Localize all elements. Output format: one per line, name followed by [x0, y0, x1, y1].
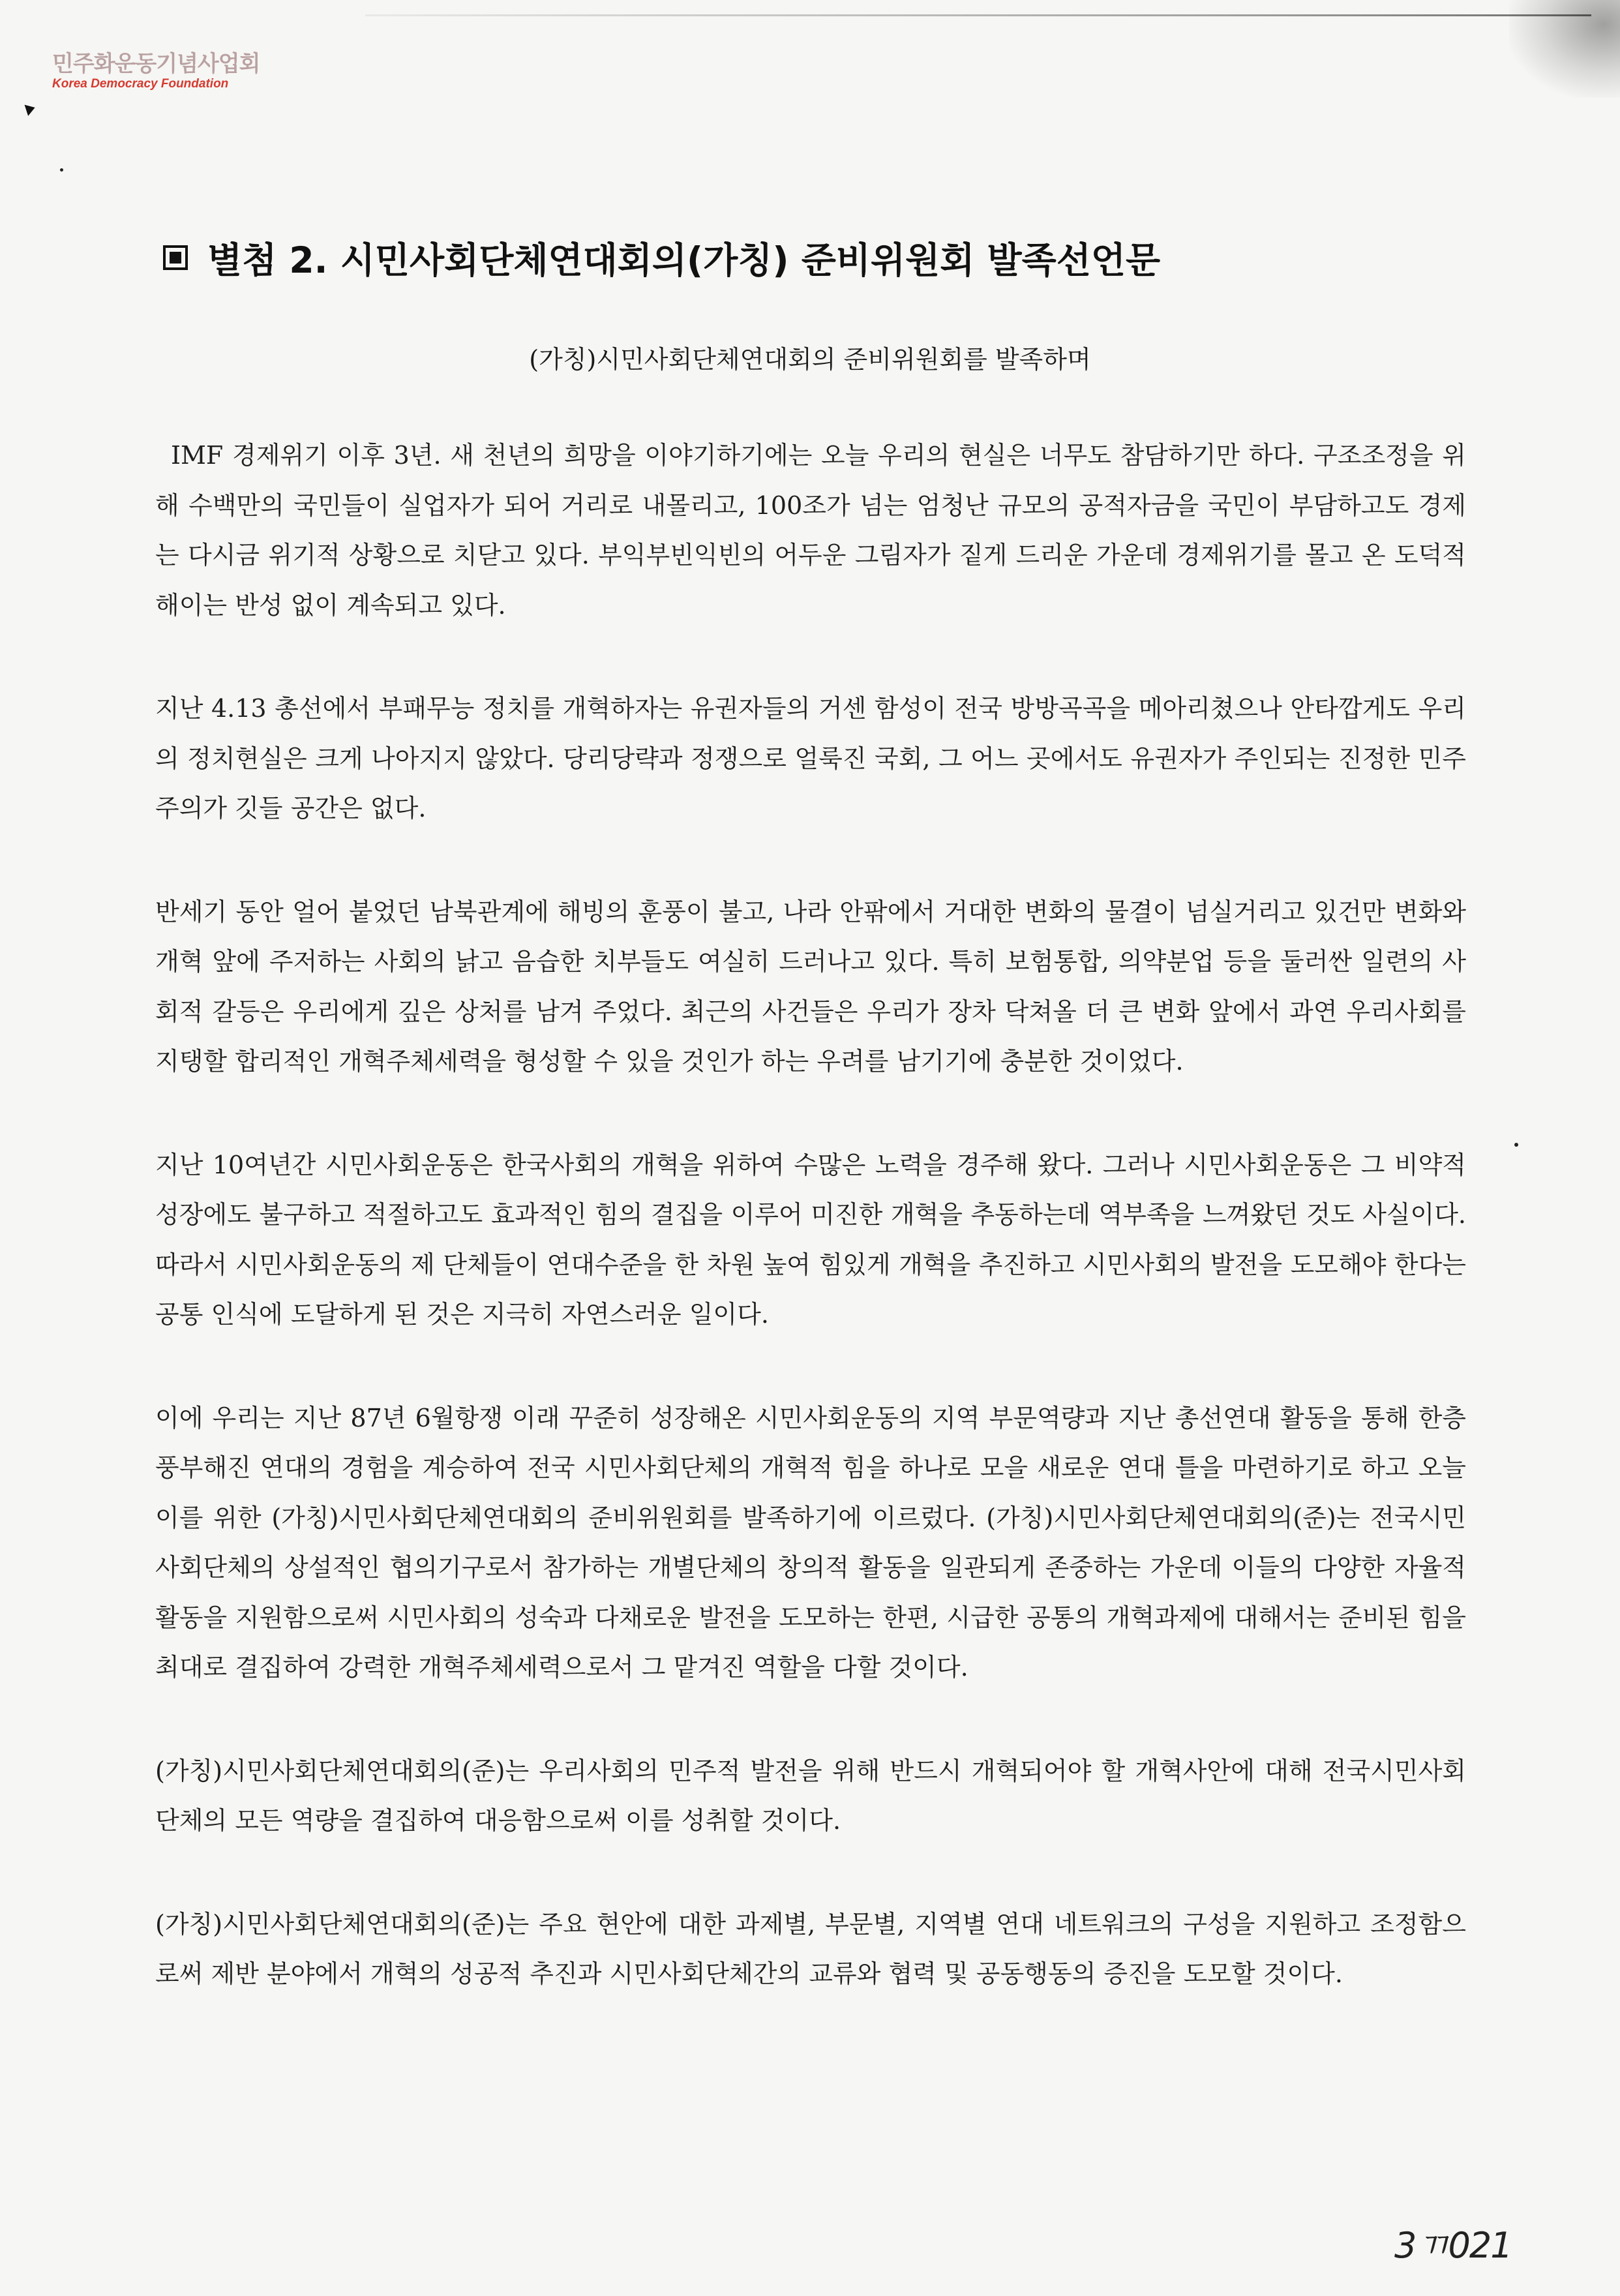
document-title-text: 별첨 2. 시민사회단체연대회의(가칭) 준비위원회 발족선언문	[207, 239, 1161, 281]
paragraph: (가칭)시민사회단체연대회의(준)는 주요 현안에 대한 과제별, 부문별, 지역별 연대 네트워크의 구성을 지원하고 조정함으로써 제반 분야에서 개혁의 성공적 추진과 시민사회단체간의 교류와 협력 및 공동행동의 증진을 도모할 것이다.	[155, 1909, 1466, 1988]
logo-korean-text: 민주화운동기념사업회	[52, 51, 260, 77]
document-title	[163, 232, 1160, 283]
logo-english-text: Korea Democracy Foundation	[52, 77, 229, 91]
scan-dot	[1514, 1143, 1518, 1147]
document-body	[155, 430, 1466, 2053]
paragraph: 지난 4.13 총선에서 부패무능 정치를 개혁하자는 유권자들의 거센 함성이 전국 방방곡곡을 메아리쳤으나 안타깝게도 우리의 정치현실은 크게 나아지지 않았다. 당리당략과 정쟁으로 얼룩진 국회, 그 어느 곳에서도 유권자가 주인되는 진정한 민주주의가 깃들 공간은 없다.	[155, 694, 1466, 823]
scan-dot	[60, 168, 63, 172]
square-bullet-icon	[163, 245, 188, 270]
arrow-mark-icon	[25, 102, 37, 115]
paragraph: 이에 우리는 지난 87년 6월항쟁 이래 꾸준히 성장해온 시민사회운동의 지역 부문역량과 지난 총선연대 활동을 통해 한층 풍부해진 연대의 경험을 계승하여 전국 시민사회단체의 개혁적 힘을 하나로 모을 새로운 연대 틀을 마련하기로 하고 오늘 이를 위한 (가칭)시민사회단체연대회의 준비위원회를 발족하기에 이르렀다. (가칭)시민사회단체연대회의(준)는 전국시민사회단체의 상설적인 협의기구로서 참가하는 개별단체의 창의적 활동을 일관되게 존중하는 가운데 이들의 다양한 자율적 활동을 지원함으로써 시민사회의 성숙과 다채로운 발전을 도모하는 한편, 시급한 공통의 개혁과제에 대해서는 준비된 힘을 최대로 결집하여 강력한 개혁주체세력으로서 그 맡겨진 역할을 다할 것이다.	[155, 1403, 1466, 1682]
document-subtitle: (가칭)시민사회단체연대회의 준비위원회를 발족하며	[529, 345, 1091, 374]
paragraph: IMF 경제위기 이후 3년. 새 천년의 희망을 이야기하기에는 오늘 우리의 현실은 너무도 참담하기만 하다. 구조조정을 위해 수백만의 국민들이 실업자가 되어 거리로 내몰리고, 100조가 넘는 엄청난 규모의 공적자금을 국민이 부담하고도 경제는 다시금 위기적 상황으로 치닫고 있다. 부익부빈익빈의 어두운 그림자가 짙게 드리운 가운데 경제위기를 몰고 온 도덕적 해이는 반성 없이 계속되고 있다.	[155, 441, 1466, 620]
scan-smudge	[1509, 0, 1620, 98]
handwritten-page-number: 3ㄲ021	[1394, 2225, 1512, 2266]
scan-edge-line	[365, 14, 1591, 16]
paragraph: 지난 10여년간 시민사회운동은 한국사회의 개혁을 위하여 수많은 노력을 경주해 왔다. 그러나 시민사회운동은 그 비약적 성장에도 불구하고 적절하고도 효과적인 힘의 결집을 이루어 미진한 개혁을 추동하는데 역부족을 느껴왔던 것도 사실이다. 따라서 시민사회운동의 제 단체들이 연대수준을 한 차원 높여 힘있게 개혁을 추진하고 시민사회의 발전을 도모해야 한다는 공통 인식에 도달하게 된 것은 지극히 자연스러운 일이다.	[155, 1150, 1466, 1329]
paragraph: 반세기 동안 얼어 붙었던 남북관계에 해빙의 훈풍이 불고, 나라 안팎에서 거대한 변화의 물결이 넘실거리고 있건만 변화와 개혁 앞에 주저하는 사회의 낡고 음습한 치부들도 여실히 드러나고 있다. 특히 보험통합, 의약분업 등을 둘러싼 일련의 사회적 갈등은 우리에게 깊은 상처를 남겨 주었다. 최근의 사건들은 우리가 장차 닥쳐올 더 큰 변화 앞에서 과연 우리사회를 지탱할 합리적인 개혁주체세력을 형성할 수 있을 것인가 하는 우려를 남기기에 충분한 것이었다.	[155, 897, 1466, 1076]
paragraph: (가칭)시민사회단체연대회의(준)는 우리사회의 민주적 발전을 위해 반드시 개혁되어야 할 개혁사안에 대해 전국시민사회단체의 모든 역량을 결집하여 대응함으로써 이를 성취할 것이다.	[155, 1756, 1466, 1835]
foundation-logo	[52, 51, 260, 91]
